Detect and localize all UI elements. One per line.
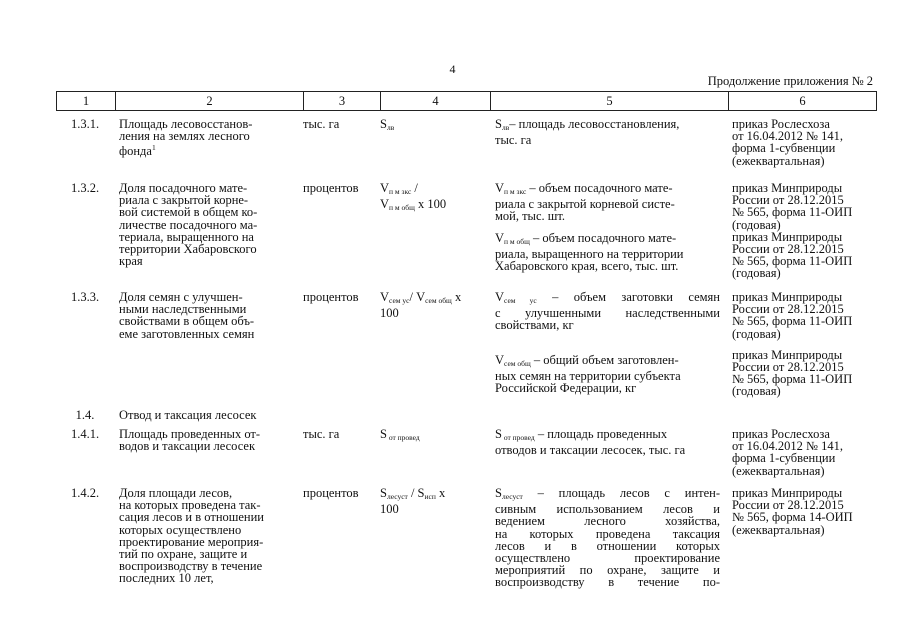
data-source: приказ Рослесхоза от 16.04.2012 № 141, форма 1-субвенции (ежеквартальная) <box>732 427 843 478</box>
formula: S $_{от провед}$ <box>380 427 420 442</box>
data-source: приказ Рослесхоза от 16.04.2012 № 141, форма 1-субвенции (ежеквартальная) <box>732 117 843 168</box>
indicator-name: Доля площади лесов, на которых проведена так- сация лесов и в отношении которых осуществлено проектирование мероприя- тий по охране, защите и воспроизводству в течение последних 10 лет, <box>119 486 264 586</box>
formula: $S_{лв}$ <box>380 117 395 132</box>
unit: процентов <box>303 290 359 304</box>
page-number: 4 <box>449 62 456 76</box>
variable-description: $S_{лв}-$ площадь лесовосстановления, тыс. га <box>495 117 680 148</box>
header-col-2: 2 <box>115 92 303 110</box>
row-number: 1.4. <box>75 408 95 422</box>
formula: $V_{п м зкс}$ / $V_{п м общ}$ х 100 <box>380 181 447 213</box>
footnote-mark: 1 <box>151 143 156 153</box>
row-number: 1.3.2. <box>70 181 100 195</box>
unit: процентов <box>303 181 359 195</box>
indicator-name: Доля посадочного мате- риала с закрытой корне- вой системой в общем ко- личестве посадочного ма- териала, выращенного на территории Хабаровского края <box>119 181 258 269</box>
data-source: приказ Минприроды России от 28.12.2015 № 565, форма 14-ОИП (ежеквартальная) <box>732 486 853 537</box>
formula: $V_{сем ус}/$ $V_{сем общ}$ х 100 <box>380 290 462 321</box>
row-number: 1.3.3. <box>70 290 100 304</box>
indicator-name: Доля семян с улучшен- ными наследственными свойствами в общем объ- еме заготовленных семян <box>119 290 255 341</box>
row-number: 1.4.2. <box>70 486 100 500</box>
header-col-1: 1 <box>56 92 115 110</box>
indicator-name: Площадь лесовосстанов- ления на землях лесного фонда$^1$ <box>119 117 253 159</box>
unit: процентов <box>303 486 359 500</box>
data-source: приказ Минприроды России от 28.12.2015 № 565, форма 11-ОИП (годовая) приказ Минприроды России от 28.12.2015 № 565, форма 11-ОИП (годовая) <box>732 181 853 281</box>
row-number: 1.4.1. <box>70 427 100 441</box>
data-source: приказ Минприроды России от 28.12.2015 № 565, форма 11-ОИП (годовая) приказ Минприроды России от 28.12.2015 № 565, форма 11-ОИП (годовая) <box>732 290 853 399</box>
header-col-3: 3 <box>303 92 380 110</box>
unit: тыс. га <box>303 427 340 441</box>
variable-description: $V_{сем ус}$ – объем заготовки семян с улучшенными наследственными свойствами, кг $V_{сем общ}$ – общий объем заготовлен- ных семян на территории субъекта Российской Федерации, кг <box>495 290 720 396</box>
header-col-4: 4 <box>380 92 490 110</box>
desc-b-text: – общий объем заготовлен- ных семян на территории субъекта Российской Федерации, кг <box>495 352 681 396</box>
table-header <box>56 91 877 111</box>
header-col-6: 6 <box>728 92 877 110</box>
continuation-note: Продолжение приложения № 2 <box>707 74 873 88</box>
variable-description: S $_{от провед}$ – площадь проведенных отводов и таксации лесосек, тыс. га <box>495 427 686 458</box>
variable-description: $V_{п м зкс}$ – объем посадочного мате- риала с закрытой корневой систе- мой, тыс. шт. $V_{п м общ}$ – объем посадочного мате- риала, выращенного на территории Хабаровского края, всего, тыс. шт. <box>495 181 684 274</box>
indicator-name: Площадь проведенных от- водов и таксации лесосек <box>119 427 261 454</box>
header-col-5: 5 <box>490 92 728 110</box>
section-title: Отвод и таксация лесосек <box>119 408 257 422</box>
row-number: 1.3.1. <box>70 117 100 131</box>
unit: тыс. га <box>303 117 340 131</box>
variable-description: $S_{лесуст}$ – площадь лесов с интен- сивным использованием лесов и ведением лесного хозяйства, на которых проведена таксация лесов и в отношении которых осуществлено проектирование мероприятий по охране, защите и воспроизводству в течение по- <box>495 486 720 590</box>
formula: $S_{лесуст} / S_{исп}$ х 100 <box>380 486 446 517</box>
